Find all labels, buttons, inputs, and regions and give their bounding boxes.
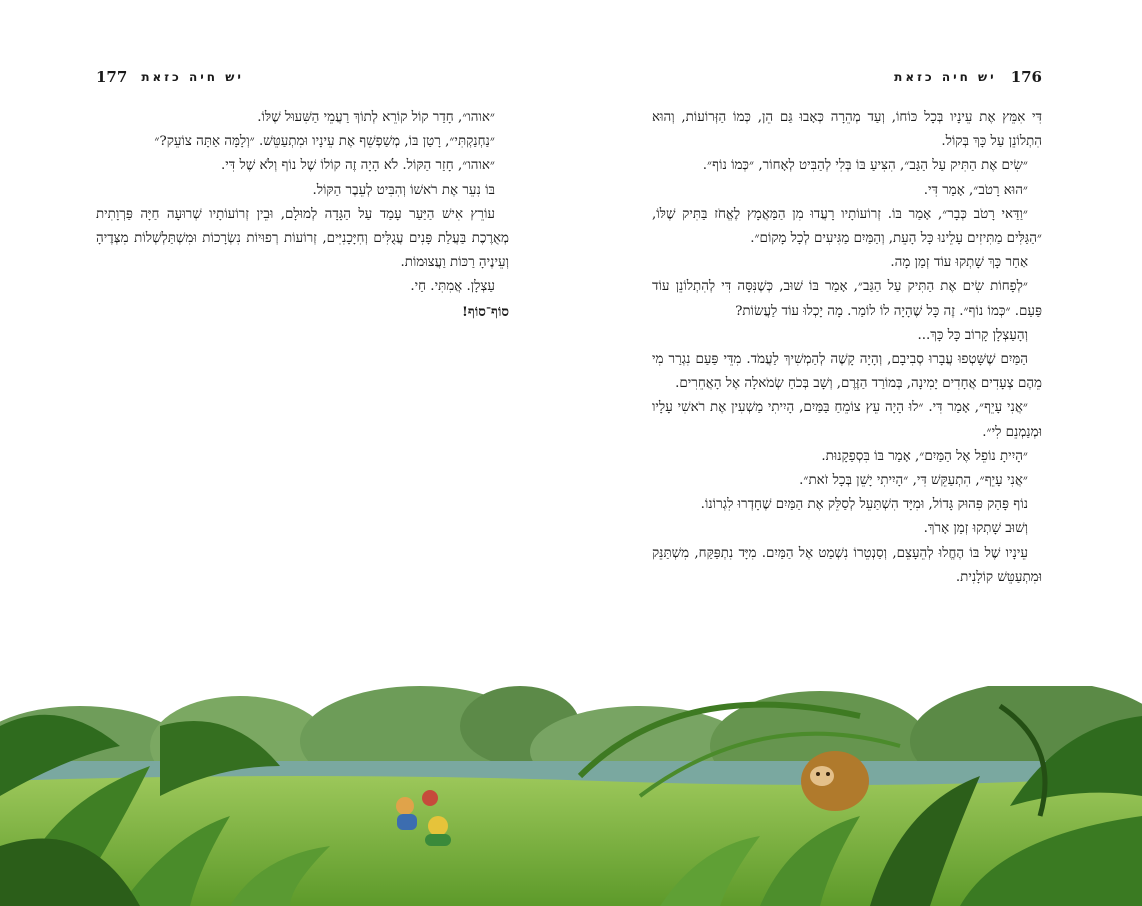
paragraph: ״אוהו״, חָזַר הַקּוֹל. לֹא הָיָה זֶה קוֹלוֹ שֶׁל נוֹף וְלֹא שֶׁל דִּי. [221,158,495,174]
paragraph: עוֹרֵץ אִישׁ הַיַּעַר עָמַד עַל הַגָּדָה לְמוּלָם, וּבֵין זְרוֹעוֹתָיו שְׁרוּעָה חַיָּה פַּרְוָתִית מְאֻרֶכֶת בַּעֲלַת פָּנִים עֲגֻלִּים וְחִיָּכָנִיִּים, זְרוֹעוֹת רְפוּיוֹת נִשְׂרָכוֹת וּמִשְׁתַּלְשְׁלוֹת מִצְּדֶיהָ וְעֵינֶיהָ רַכּוֹת וַעֲצוּמוֹת. [96,206,509,271]
paragraph: ״נַחְנַקְתִּי״, רָטַן בּוֹ, מְשַׁפְשֵׁף אֶת עֵינָיו וּמִתְעַטֵּשׁ. ״וְלָמָּה אַתָּה צוֹעֵק?״ [154,134,495,150]
left-running-title: יש חיה כזאת [141,70,244,84]
paragraph: אַחַר כָּךְ שָׁתְקוּ עוֹד זְמַן מָה. [890,255,1028,271]
left-page-text [96,106,509,324]
paragraph: ״הָיִיתָ נוֹפֵל אֶל הַמַּיִם״, אָמַר בּוֹ בִּסְפַקָנוּת. [821,448,1028,464]
right-page-number: 176 [1010,68,1042,86]
left-page-number: 177 [96,68,128,86]
paragraph: נוֹף פָּהַק פִּהוּק גָּדוֹל, וּמִיָּד הִשְׁתַּעֵל לְסַלֵּק אֶת הַמַּיִם שֶׁחָדְרוּ לִגְרוֹנוֹ. [700,497,1028,513]
paragraph: ״לְפָחוֹת שִׂים אֶת הַתִּיק עַל הַגַּב״, אָמַר בּוֹ שׁוּב, כְּשֶׁנִּסָּה דִּי לְהִתְלוֹנֵן עוֹד פַּעַם. ״כְּמוֹ נוֹף״. זֶה כָּל שֶׁהָיָה לוֹ לוֹמַר. מָה יָכְלוּ עוֹד לַעֲשׂוֹת? [652,279,1042,319]
right-running-title: יש חיה כזאת [894,70,997,84]
paragraph: עֵינָיו שֶׁל בּוֹ הֶחֱלוּ לְהֵעָצֵם, וְסַנְטֵרוֹ נִשְׁמַט אֶל הַמַּיִם. מִיָּד נִתְפַּקַּח, מִשְׁתַּנֵּק וּמִתְעַטֵּשׁ קוֹלָנִית. [652,545,1042,585]
paragraph: דִּי אִמֵּץ אֶת עֵינָיו בְּכָל כּוֹחוֹ, וְעַד מְהֵרָה כְּאָבוּ גַּם הֵן, כְּמוֹ הַזְּרוֹעוֹת, וְהוּא הִתְלוֹנֵן עַל כָּךְ בְּקוֹל. [652,110,1042,150]
paragraph: בּוֹ נִעֵר אֶת רֹאשׁוֹ וְהִבִּיט לְעֵבֶר הַקּוֹל. [312,182,495,198]
paragraph: ״אֲנִי עָיֵף״, הִתְעַקֵּשׁ דִּי, ״הָיִיתִי יָשֵׁן בְּכָל זֹאת״. [799,473,1028,489]
jungle-illustration [0,686,1142,906]
paragraph: עַצְלָן. אֲמִתִּי. חַי. [410,279,495,295]
paragraph: וְשׁוּב שָׁתְקוּ זְמַן אָרֹךְ. [923,521,1028,537]
paragraph: הַמַּיִם שֶׁשָּׁטְפוּ עֲבָרוּ סְבִיבָם, וְהָיָה קָשֶׁה לְהַמְשִׁיךְ לַעֲמֹד. מִדֵּי פַּעַם נִגְרַר מִי מֵהֶם צְעָדִים אֲחָדִים יָמִינָה, בְּמוֹרַד הַזֶּרֶם, וְשָׁב בְּכֹחַ שְׂמֹאלָה אֶל הָאֲחֵרִים. [652,352,1042,392]
paragraph: ״שִׂים אֶת הַתִּיק עַל הַגַּב״, הִצִּיעַ בּוֹ בְּלִי לְהַבִּיט לְאָחוֹר, ״כְּמוֹ נוֹף״. [702,158,1028,174]
sloth [801,751,869,811]
paragraph-ending: סוֹף־סוֹף! [462,303,509,320]
paragraph: ״הוּא רָטֹב״, אָמַר דִּי. [923,182,1028,198]
left-page-header [96,64,346,90]
paragraph: ״אוהו״, חָדַר קוֹל קוֹרֵא לְתוֹךְ רַעֲמֵי הַשִּׁעוּל שֶׁלּוֹ. [257,110,495,125]
paragraph: ״וַדַּאי רָטֹב כְּבָר״, אָמַר בּוֹ. זְרוֹעוֹתָיו רָעֲדוּ מִן הַמַּאֲמָץ לֶאֱחֹז בַּתִּיק שֶׁלּוֹ, ״הַגַּלִּים מַתִּיזִים עָלֵינוּ כָּל הָעֵת, וְהַמַּיִם מַגִּיעִים לְכָל מָקוֹם״. [652,206,1042,247]
right-page-header [792,64,1042,90]
paragraph: וְהָעַצְלָן קָרוֹב כָּל כָּךְ... [917,327,1028,343]
right-page-text [652,106,1042,590]
paragraph: ״אֲנִי עָיֵף״, אָמַר דִּי. ״לוּ הָיָה עֵץ צוֹמֵחַ בַּמַּיִם, הָיִיתִי מַשְׁעִין אֶת רֹאשִׁי עָלָיו וּמְנַמְנֵם לִי״. [652,400,1042,440]
